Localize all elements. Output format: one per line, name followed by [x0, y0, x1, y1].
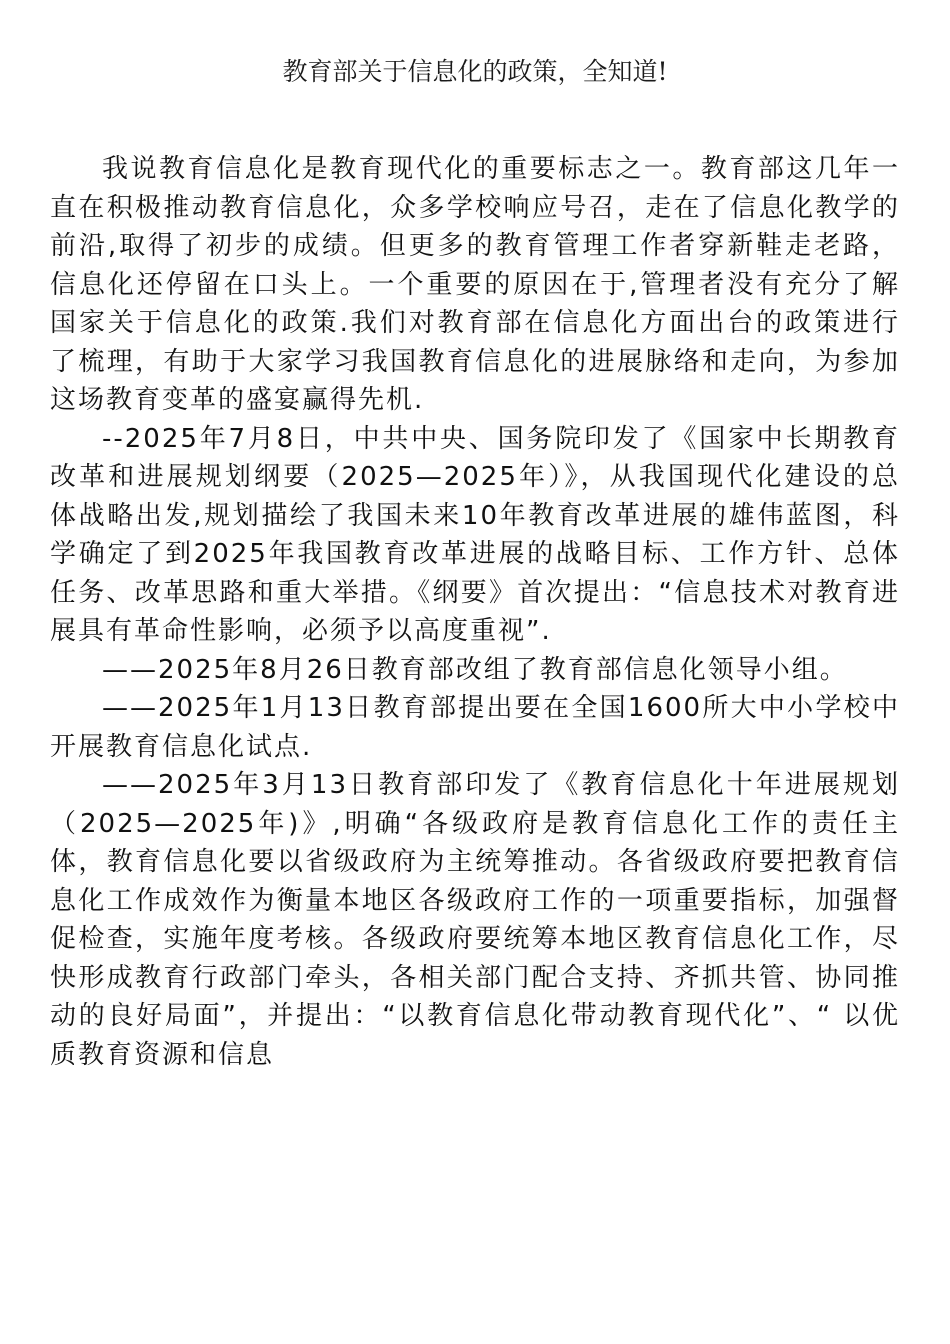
paragraph-intro: 我说教育信息化是教育现代化的重要标志之一。教育部这几年一直在积极推动教育信息化，众多学校响应号召，走在了信息化教学的前沿,取得了初步的成绩。但更多的教育管理工作者穿新鞋走老路，信息化还停留在口头上。一个重要的原因在于,管理者没有充分了解国家关于信息化的政策.我们对教育部在信息化方面出台的政策进行了梳理，有助于大家学习我国教育信息化的进展脉络和走向，为参加这场教育变革的盛宴赢得先机. [50, 154, 900, 415]
paragraph-2025-august: ——2025年8月26日教育部改组了教育部信息化领导小组。 [102, 654, 848, 685]
document-body [50, 150, 900, 1074]
paragraph-2025-july: --2025年7月8日，中共中央、国务院印发了《国家中长期教育改革和进展规划纲要（2025—2025年）》，从我国现代化建设的总体战略出发,规划描绘了我国未来10年教育改革进展的雄伟蓝图，科学确定了到2025年我国教育改革进展的战略目标、工作方针、总体任务、改革思路和重大举措。《纲要》首次提出：“信息技术对教育进展具有革命性影响，必须予以高度重视”. [50, 423, 900, 646]
document-title: 教育部关于信息化的政策，全知道! [282, 57, 668, 86]
paragraph-2025-march: ——2025年3月13日教育部印发了《教育信息化十年进展规划（2025—2025年)》,明确“各级政府是教育信息化工作的责任主体，教育信息化要以省级政府为主统筹推动。各省级政府要把教育信息化工作成效作为衡量本地区各级政府工作的一项重要指标，加强督促检查，实施年度考核。各级政府要统筹本地区教育信息化工作，尽快形成教育行政部门牵头，各相关部门配合支持、齐抓共管、协同推动的良好局面”，并提出：“以教育信息化带动教育现代化”、“ 以优质教育资源和信息 [50, 770, 900, 1070]
paragraph-2025-january: ——2025年1月13日教育部提出要在全国1600所大中小学校中开展教育信息化试点. [50, 693, 900, 762]
